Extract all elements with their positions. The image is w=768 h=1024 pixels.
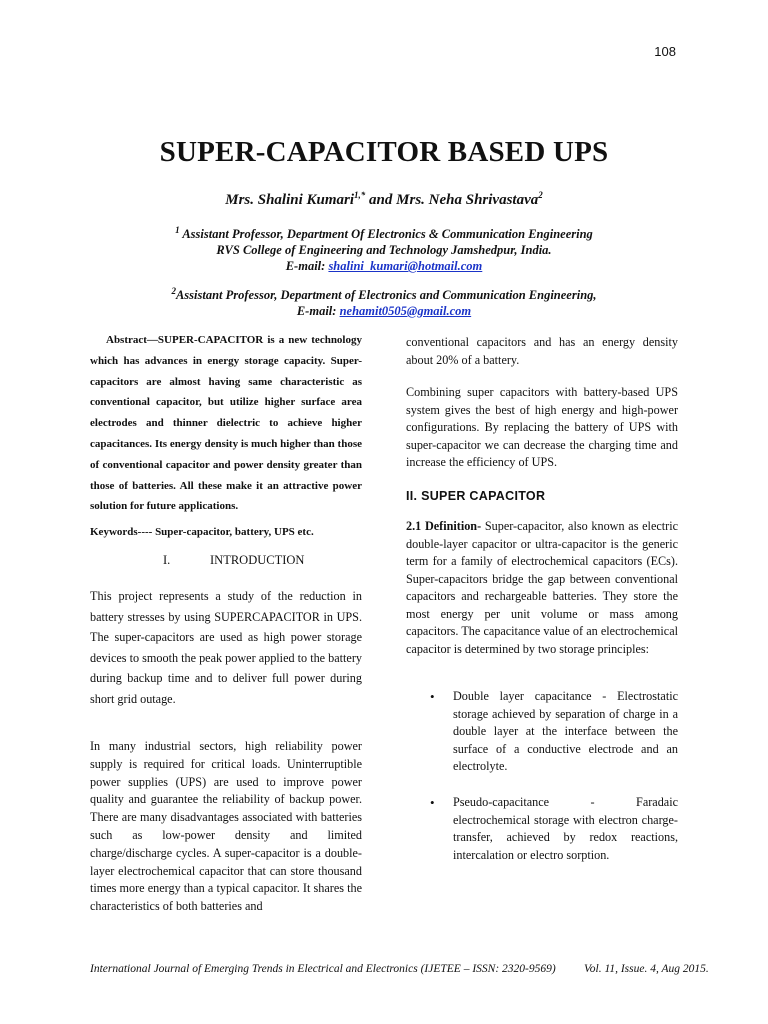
authors-line (0, 192, 768, 209)
author-1-sup: 1,* (354, 190, 366, 200)
page-number: 108 (654, 44, 676, 59)
affiliation-1-line2: RVS College of Engineering and Technology Jamshedpur, India. (216, 243, 552, 257)
bullet-text-1: Double layer capacitance - Electrostatic storage achieved by separation of charge in a double layer at the interface between the surface of a conductive electrode and an electrolyte. (453, 689, 678, 773)
bullet-text-2: Pseudo-capacitance - Faradaic electrochemical storage with electron charge- transfer, achieved by redox reactions, intercalation or electro sorption. (453, 795, 678, 862)
author-2: Mrs. Neha Shrivastava (396, 192, 539, 208)
right-paragraph-1: conventional capacitors and has an energy density about 20% of a battery. (406, 335, 678, 367)
authors-and: and (365, 192, 397, 208)
author-2-sup: 2 (538, 190, 543, 200)
keywords: Keywords---- Super-capacitor, battery, UPS etc. (90, 526, 314, 538)
section-heading-super-capacitor: II. SUPER CAPACITOR (406, 489, 546, 503)
section-title: INTRODUCTION (210, 553, 305, 567)
affiliation-2-email-line: E-mail: nehamit0505@gmail.com (296, 304, 472, 318)
affiliation-1-email-line: E-mail: shalini_kumari@hotmail.com (285, 259, 483, 273)
definition-lead: 2.1 Definition- (406, 519, 482, 533)
bullet-icon: • (430, 795, 435, 810)
author-1: Mrs. Shalini Kumari (225, 192, 355, 208)
abstract-text: Abstract—SUPER-CAPACITOR is a new technology which has advances in energy storage capacity. Super-capacitors are almost having same characteristic as conventional capacitor, but utilize higher surface area electrodes and thinner dielectric to achieve higher capacitances. Its energy density is much higher than those of conventional capacitor and power density greater than those of batteries. All these make it an attractive power solution for future applications. (90, 334, 362, 513)
affiliation-1-line1: $^1$ Assistant Professor, Department Of Electronics & Communication Engineering (175, 224, 593, 241)
abstract (90, 330, 362, 517)
affiliation-1-sup: 1 (175, 224, 180, 235)
intro-paragraph-1: This project represents a study of the reduction in battery stresses by using SUPERCAPACITOR in UPS. The super-capacitors are used as high power storage devices to smooth the peak power applied to the battery during backup time and to deliver full power during short grid outage. (90, 589, 362, 706)
section-number: I. (163, 553, 171, 567)
definition-paragraph (406, 518, 678, 658)
bullet-icon: • (430, 689, 435, 704)
affiliation-2-line1: $^2$Assistant Professor, Department of Electronics and Communication Engineering, (171, 285, 597, 302)
affiliation-1 (0, 226, 768, 274)
definition-text: Super-capacitor, also known as electric double-layer capacitor or ultra-capacitor is the generic term for a family of electrochemical capacitors (ECs). Super-capacitors bridge the gap between conventional capacitors and rechargeable batteries. They store the most energy per unit volume or mass among capacitors. The capacitance value of an electrochemical capacitor is determined by two storage principles: (406, 519, 679, 656)
email-link-1[interactable]: shalini_kumari@hotmail.com (328, 259, 483, 273)
footer-volume: Vol. 11, Issue. 4, Aug 2015. (584, 963, 709, 975)
affiliation-2 (0, 287, 768, 319)
email-link-2[interactable]: nehamit0505@gmail.com (339, 304, 472, 318)
paper-title: SUPER-CAPACITOR BASED UPS (159, 136, 609, 168)
intro-paragraph-2: In many industrial sectors, high reliability power supply is required for critical loads. Uninterruptible power supplies (UPS) are used to improve power quality and guarantee the reliability of backup power. There are many disadvantages associated with batteries such as low-power density and limited charge/discharge cycles. A super-capacitor is a double- layer electrochemical capacitor that can store thousand times more energy than a typical capacitor. It shares the characteristics of both batteries and (90, 739, 362, 914)
right-paragraph-2: Combining super capacitors with battery-based UPS system gives the best of high energy and high-power configurations. By replacing the battery of UPS with super-capacitor we can decrease the charging time and increase the efficiency of UPS. (406, 385, 678, 469)
affiliation-2-sup: 2 (171, 285, 176, 296)
footer-journal: International Journal of Emerging Trends in Electrical and Electronics (IJETEE – ISSN: 2320-9569) (90, 963, 556, 975)
